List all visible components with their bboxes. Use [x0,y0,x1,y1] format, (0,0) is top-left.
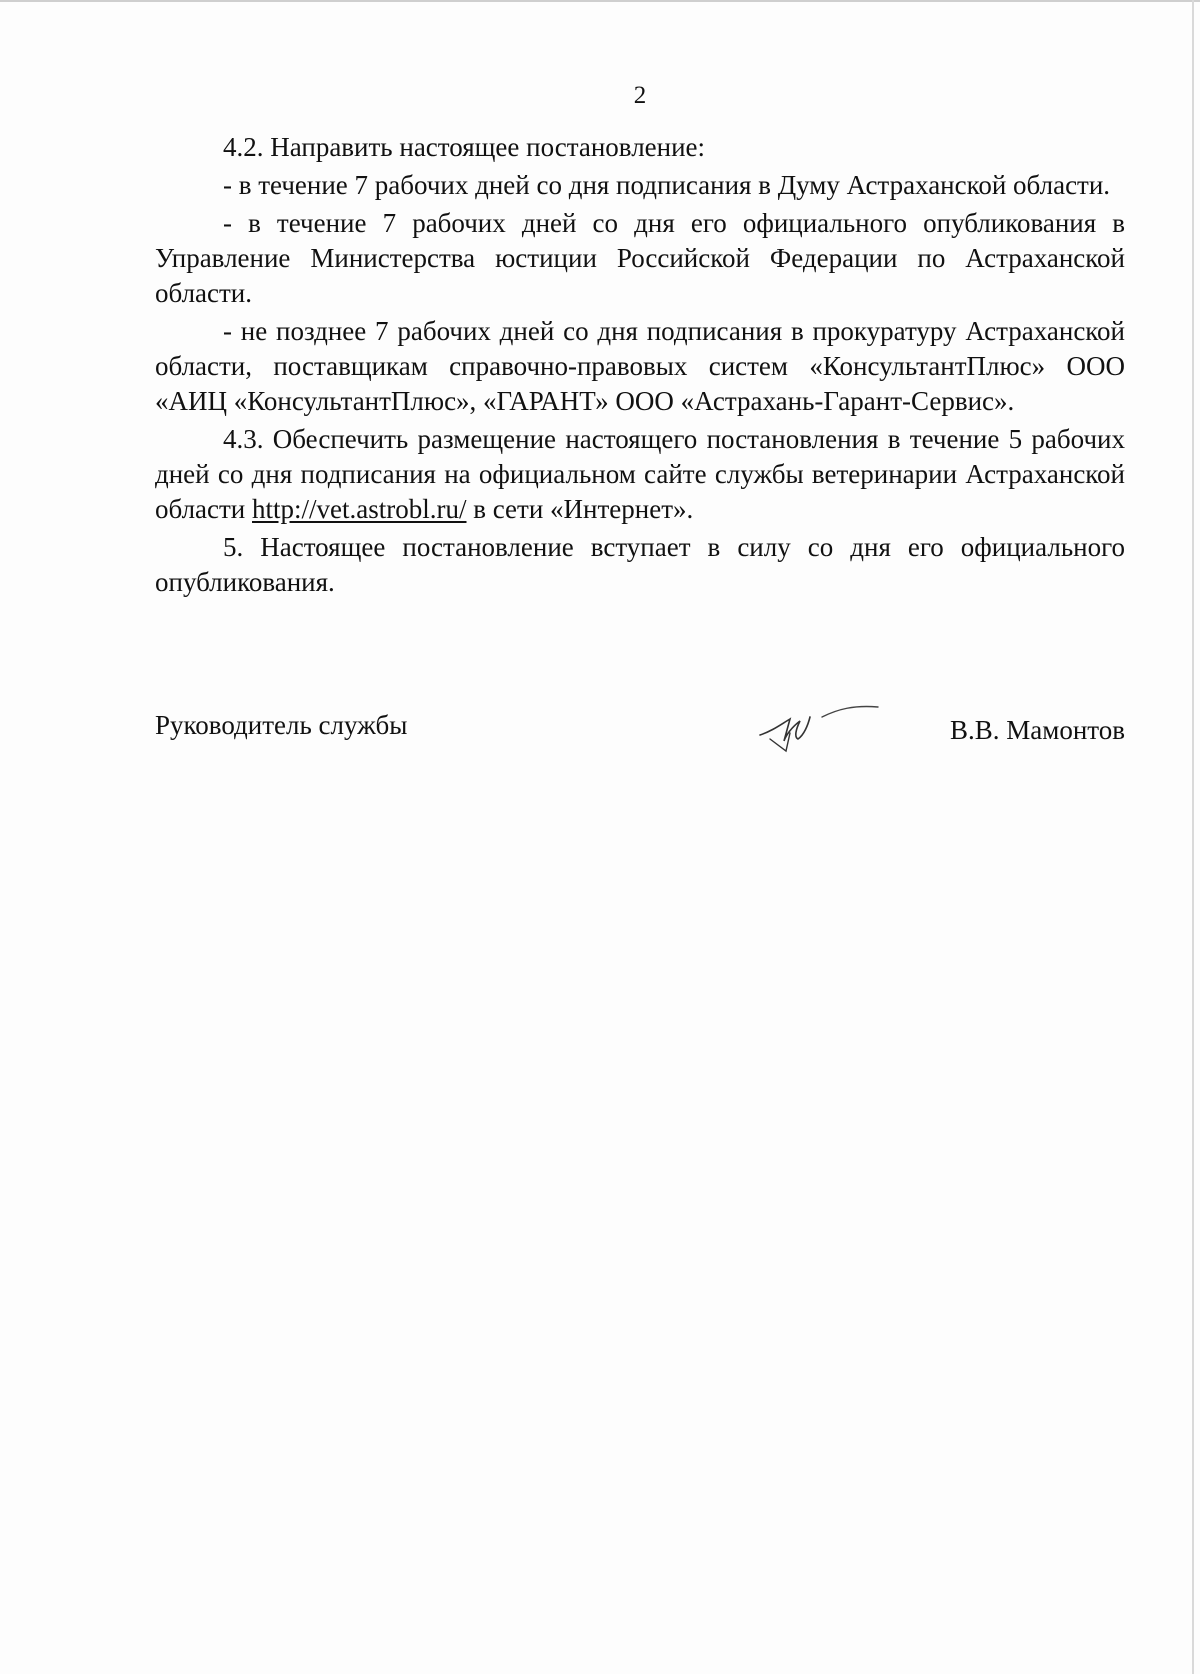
scan-edge-right [1192,0,1194,1674]
signer-name: В.В. Мамонтов [950,715,1125,745]
body-text [155,130,1125,603]
paragraph-4-3-text-before: 4.3. Обеспечить размещение настоящего постановления в течение 5 рабочих дней со дня подписания на официальном сайте службы ветеринарии Астраханской области [155,424,1125,524]
paragraph-4-2-prosecutor: - не позднее 7 рабочих дней со дня подписания в прокуратуру Астраханской области, поставщикам справочно-правовых систем «КонсультантПлюс» ООО «АИЦ «КонсультантПлюс», «ГАРАНТ» ООО «Астрахань-Гарант-Сервис». [155,316,1125,416]
website-link[interactable]: http://vet.astrobl.ru/ [252,494,467,524]
paragraph-4-2-duma: - в течение 7 рабочих дней со дня подписания в Думу Астраханской области. [223,170,1111,200]
scan-edge-top [0,0,1200,2]
signer-position: Руководитель службы [155,710,408,740]
paragraph-4-2-ministry: - в течение 7 рабочих дней со дня его официального опубликования в Управление Министерства юстиции Российской Федерации по Астраханской области. [155,208,1125,308]
page-number: 2 [633,82,647,109]
signature-block [155,703,1125,763]
paragraph-4-3-text-after: в сети «Интернет». [466,494,694,524]
handwritten-signature-icon [750,695,890,765]
paragraph-5: 5. Настоящее постановление вступает в силу со дня его официального опубликования. [155,532,1125,597]
paragraph-4-3 [155,422,1125,527]
paragraph-4-2: 4.2. Направить настоящее постановление: [223,132,706,162]
